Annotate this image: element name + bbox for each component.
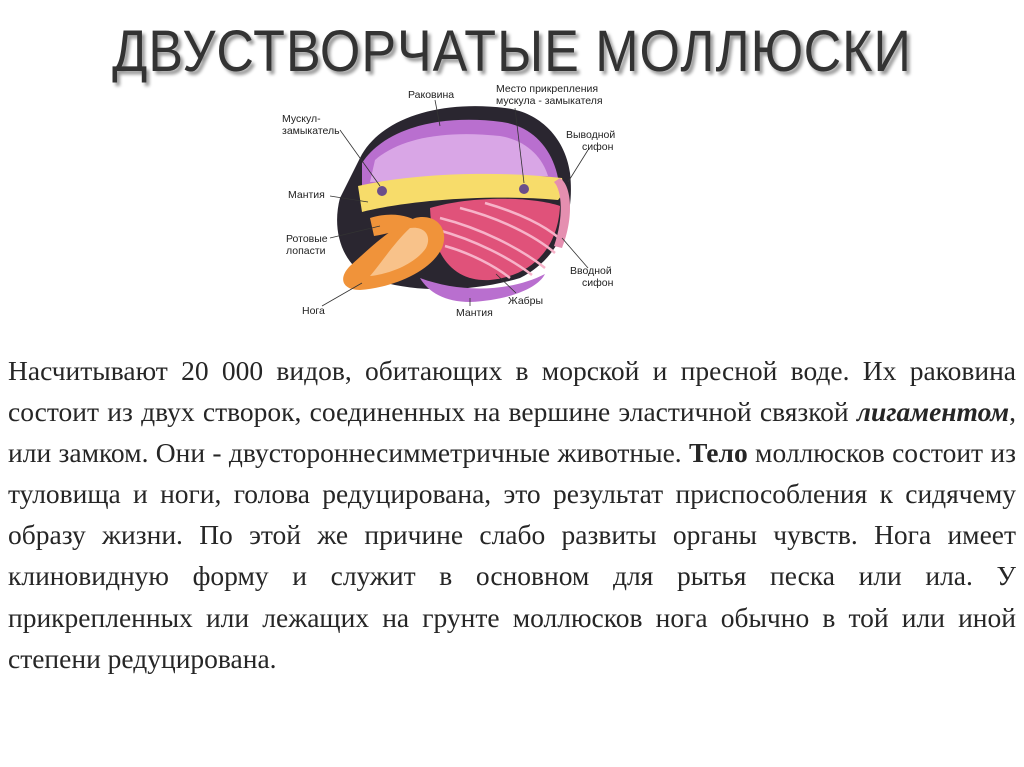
bivalve-diagram xyxy=(270,78,650,328)
label-inhalant-line1: Вводной xyxy=(570,265,612,277)
ligament-term: лигаментом xyxy=(856,396,1010,428)
label-mantle-left: Мантия xyxy=(288,189,325,201)
label-muscle-line1: Мускул- xyxy=(282,113,321,125)
label-attach-line1: Место прикрепления xyxy=(496,83,599,95)
label-mantle-bottom: Мантия xyxy=(456,307,493,319)
label-attach-line2: мускула - замыкателя xyxy=(496,95,603,107)
posterior-adductor-muscle xyxy=(519,184,529,194)
label-foot: Нога xyxy=(302,305,325,317)
paragraph-part-2: , или замком. Они - двустороннесимметричные животные. xyxy=(8,396,1016,469)
body-term: Тело xyxy=(689,437,748,469)
label-exhalant-line1: Выводной xyxy=(566,129,616,141)
anterior-adductor-muscle xyxy=(377,186,387,196)
label-shell: Раковина xyxy=(408,89,455,101)
label-muscle-line2: замыкатель xyxy=(282,125,340,137)
label-exhalant-line2: сифон xyxy=(582,141,614,153)
paragraph-part-1: Насчитывают 20 000 видов, обитающих в морской и пресной воде. Их раковина состоит из двух створок, соединенных на вершине эластичной связкой xyxy=(8,355,1016,428)
paragraph-part-3: моллюсков состоит из туловища и ноги, голова редуцирована, это результат приспособления к сидячему образу жизни. По этой же причине слабо развиты органы чувств. Нога имеет клиновидную форму и служит в основном для рытья песка или ила. У прикрепленных или лежащих на грунте моллюсков нога обычно в той или иной степени редуцирована. xyxy=(8,437,1016,674)
label-inhalant-line2: сифон xyxy=(582,277,614,289)
label-gills: Жабры xyxy=(508,295,544,307)
slide-title: ДВУСТВОРЧАТЫЕ МОЛЛЮСКИ xyxy=(112,19,912,85)
bivalve-illustration xyxy=(270,78,650,328)
label-palps-line2: лопасти xyxy=(286,245,326,257)
description-paragraph xyxy=(8,350,1016,679)
label-palps-line1: Ротовые xyxy=(286,233,328,245)
